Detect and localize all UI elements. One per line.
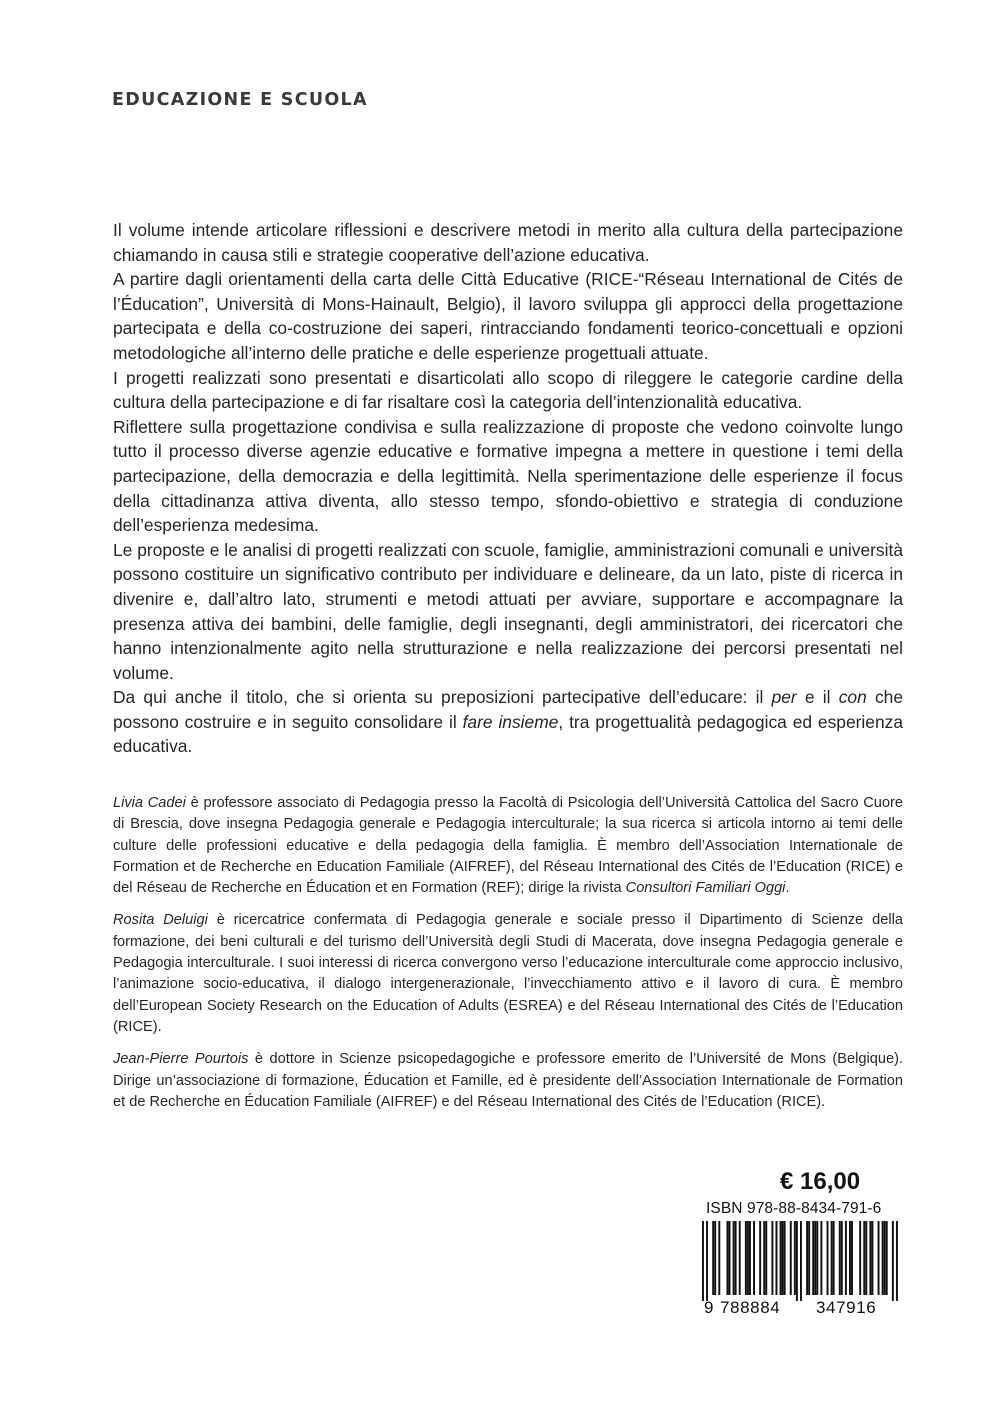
barcode-bar	[771, 1221, 773, 1295]
word-per: per	[771, 687, 797, 708]
author-bio-text: è professore associato di Pedagogia presso la Facoltà di Psicologia dell’Università Cattolica del Sacro Cuore di Brescia, dove insegna Pedagogia generale e Pedagogia interculturale; la sua ricerca si articola intorno ai temi delle culture delle professioni educative e della pedagogia della famiglia. È membro dell’Association Internationale de Formation et de Recherche en Education Familiale (AIFREF), del Réseau International des Cités de l’Education (RICE) e del Réseau de Recherche en Éducation et en Formation (REF); dirige la rivista	[113, 795, 903, 897]
barcode-bar	[884, 1221, 886, 1295]
barcode-bar	[865, 1221, 867, 1295]
paragraph-6-text-c: che possono costruire e in seguito consolidare il	[113, 687, 904, 732]
barcode-bar	[790, 1221, 792, 1295]
description-paragraph-6	[113, 685, 903, 759]
barcode	[702, 1221, 898, 1301]
paragraph-6-text-d: , tra progettualità pedagogica ed esperienza educativa.	[113, 711, 903, 757]
barcode-bar	[796, 1221, 798, 1301]
barcode-bar	[739, 1221, 741, 1295]
barcode-bar	[892, 1221, 894, 1301]
barcode-bar	[831, 1221, 833, 1295]
barcode-bar	[814, 1221, 816, 1295]
description-paragraph-4: Riflettere sulla progettazione condivisa e sulla realizzazione di proposte che vedono coinvolte lungo tutto il processo diverse agenzie educative e formative impegna a mettere in questione i temi della partecipazione, della democrazia e della legittimità. Nella sperimentazione delle esperienze il focus della cittadinanza attiva diventa, allo stesso tempo, sfondo-obiettivo e strategia di conduzione dell’esperienza medesima.	[113, 416, 903, 536]
barcode-bar	[753, 1221, 755, 1295]
barcode-bar	[882, 1221, 884, 1295]
description-paragraph-5: Le proposte e le analisi di progetti realizzati con scuole, famiglie, amministrazioni comunali e università possono costituire un significativo contributo per individuare e delineare, da un lato, piste di ricerca in divenire e, dall’altro lato, strumenti e metodi attuati per avviare, supportare e accompagnare la presenza attiva dei bambini, delle famiglie, degli insegnanti, degli amministratori, dei ricercatori che hanno intenzionalmente agito nella strutturazione e nella realizzazione dei percorsi presentati nel volume.	[113, 539, 903, 683]
barcode-bar	[841, 1221, 843, 1295]
barcode-bar	[765, 1221, 767, 1295]
barcode-bar	[871, 1221, 873, 1295]
barcode-bar	[780, 1221, 782, 1295]
book-description	[113, 218, 903, 759]
barcode-bar	[886, 1221, 888, 1295]
barcode-bar	[800, 1221, 802, 1301]
barcode-bar	[784, 1221, 786, 1295]
barcode-bar	[812, 1221, 814, 1295]
barcode-bar	[733, 1221, 735, 1295]
barcode-bar	[869, 1221, 871, 1295]
barcode-bar	[845, 1221, 847, 1295]
author-bios	[113, 793, 903, 1113]
word-con: con	[838, 687, 867, 708]
barcode-bar	[782, 1221, 784, 1295]
journal-title: Consultori Familiari Oggi	[625, 880, 786, 897]
description-paragraph-3: I progetti realizzati sono presentati e disarticolati allo scopo di rileggere le categorie cardine della cultura della partecipazione e di far risaltare così la categoria dell’intenzionalità educativa.	[113, 367, 903, 413]
barcode-digit-first: 9	[704, 1298, 714, 1317]
barcode-bar	[745, 1221, 747, 1295]
author-bio-deluigi	[113, 910, 903, 1038]
barcode-bar	[794, 1221, 796, 1295]
barcode-digits-right: 347916	[816, 1298, 877, 1317]
barcode-bar	[735, 1221, 737, 1295]
description-paragraph-2: A partire dagli orientamenti della carta delle Città Educative (RICE-“Réseau International de Cités de l’Éducation”, Università di Mons-Hainault, Belgio), il lavoro sviluppa gli approcci della progettazione partecipata e della co-costruzione dei saperi, rintracciando fondamenti teorico-concettuali e opzioni metodologiche all’interno delle pratiche e delle esperienze progettuali attuate.	[113, 269, 903, 363]
barcode-digits-left: 788884	[720, 1298, 781, 1317]
isbn-label: ISBN 978-88-8434-791-6	[706, 1200, 882, 1217]
price-label: € 16,00	[780, 1168, 861, 1195]
barcode-bar	[759, 1221, 761, 1295]
barcode-bar	[706, 1221, 708, 1301]
author-bio-text: è ricercatrice confermata di Pedagogia generale e sociale presso il Dipartimento di Scienze della formazione, dei beni culturali e del turismo dell’Università degli Studi di Macerata, dove insegna Pedagogia generale e Pedagogia interculturale. I suoi interessi di ricerca convergono verso l’educazione interculturale come approccio inclusivo, l’animazione socio-educativa, il dialogo intergenerazionale, l’invecchiamento attivo e il lavoro di cura. È membro dell’European Society Research on the Education of Adults (ESREA) e del Réseau International des Cités de l’Education (RICE).	[113, 912, 903, 1035]
barcode-bar	[727, 1221, 729, 1295]
author-bio-cadei	[113, 793, 903, 899]
author-name: Jean-Pierre Pourtois	[113, 1051, 249, 1068]
barcode-bar	[763, 1221, 765, 1295]
paragraph-6-text-a: Da qui anche il titolo, che si orienta su preposizioni partecipative dell’educare: il	[113, 687, 772, 708]
barcode-bar	[808, 1221, 810, 1295]
barcode-bar	[827, 1221, 829, 1295]
barcode-bar	[896, 1221, 898, 1301]
series-title: EDUCAZIONE E SCUOLA	[112, 90, 368, 110]
barcode-bar	[863, 1221, 865, 1295]
barcode-bar	[859, 1221, 861, 1295]
author-bio-text: è dottore in Scienze psicopedagogiche e professore emerito de l’Université de Mons (Belgique). Dirige un’associazione di formazione, Éducation et Famille, ed è presidente dell’Association Internationale de Formation et de Recherche en Éducation Familiale (AIFREF) e del Réseau International des Cités de l’Education (RICE).	[113, 1051, 903, 1110]
barcode-bar	[714, 1221, 716, 1295]
author-name: Livia Cadei	[113, 795, 186, 811]
barcode-bar	[849, 1221, 851, 1295]
barcode-bar	[820, 1221, 822, 1295]
paragraph-6-text-b: e il	[796, 687, 839, 708]
barcode-bar	[749, 1221, 751, 1295]
bio-end: .	[785, 880, 790, 897]
barcode-bar	[806, 1221, 808, 1295]
description-paragraph-1: Il volume intende articolare riflessioni e descrivere metodi in merito alla cultura della partecipazione chiamando in causa stili e strategie cooperative dell’azione educativa.	[113, 220, 903, 265]
phrase-fare-insieme: fare insieme	[462, 711, 559, 732]
barcode-bar	[816, 1221, 818, 1295]
author-bio-pourtois	[113, 1049, 903, 1113]
author-name: Rosita Deluigi	[113, 912, 208, 929]
barcode-bar	[839, 1221, 841, 1295]
barcode-bar	[702, 1221, 704, 1301]
barcode-bar	[878, 1221, 880, 1295]
barcode-bar	[712, 1221, 714, 1295]
barcode-bar	[747, 1221, 749, 1295]
barcode-bar	[851, 1221, 853, 1295]
barcode-bar	[833, 1221, 835, 1295]
barcode-bar	[776, 1221, 778, 1295]
barcode-bar	[718, 1221, 720, 1295]
barcode-bar	[729, 1221, 731, 1295]
